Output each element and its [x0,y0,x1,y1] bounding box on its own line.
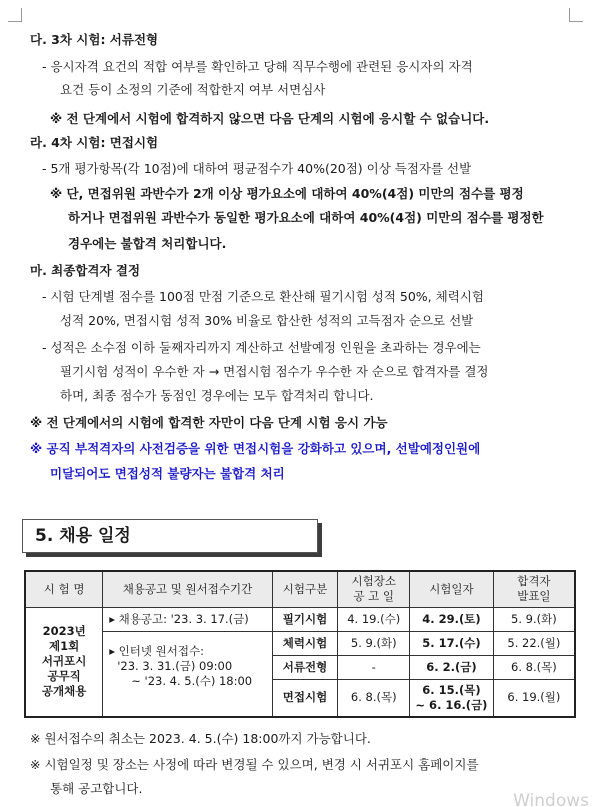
footer-note-2-line-2: 통해 공고합니다. [50,781,143,796]
section-c-bullet-1-line-2: 요건 등이 소정의 기준에 적합한지 여부 서면심사 [60,82,326,97]
row-place: 4. 19.(수) [338,607,410,631]
row-date: 6. 2.(금) [410,655,494,679]
section-e-bullet-2-line-2: 필기시험 성적이 우수한 자 → 면접시험 점수가 우수한 자 순으로 합격자를 결정 [60,364,489,379]
section-5-heading: 5. 채용 일정 [22,519,318,553]
row-result: 6. 19.(월) [493,679,575,717]
exam-name-cell: 2023년 제1회 서귀포시 공무직 공개채용 [25,607,103,717]
table-row [25,631,575,655]
row-place: - [338,655,410,679]
row-result: 6. 8.(목) [493,655,575,679]
row-result: 5. 9.(화) [493,607,575,631]
section-e-note-2-line-2: 미달되어도 면접성적 불량자는 불합격 처리 [50,466,285,481]
footer-note-2-line-1: ※ 시험일정 및 장소는 사정에 따라 변경될 수 있으며, 변경 시 서귀포시 홈페이지를 [30,757,479,772]
row-type: 체력시험 [272,631,338,655]
row-type: 면접시험 [272,679,338,717]
row-type: 필기시험 [272,607,338,631]
row-type: 서류전형 [272,655,338,679]
section-e-bullet-2-line-3: 하며, 최종 점수가 동점인 경우에는 모두 합격처리 합니다. [60,388,374,403]
section-e-note-1: ※ 전 단계에서의 시험에 합격한 자만이 다음 단계 시험 응시 가능 [30,415,388,430]
row-date: 6. 15.(목) ~ 6. 16.(금) [410,679,494,717]
notice-date-cell: ▸ 채용공고: '23. 3. 17.(금) [103,607,272,631]
section-e-bullet-2-line-1: - 성적은 소수점 이하 둘째자리까지 계산하고 선발예정 인원을 초과하는 경우에는 [42,340,481,355]
header-type: 시험구분 [272,571,338,607]
section-c-note: ※ 전 단계에서 시험에 합격하지 않으면 다음 단계의 시험에 응시할 수 없습니다. [50,111,490,126]
footer-note-1: ※ 원서접수의 취소는 2023. 4. 5.(수) 18:00까지 가능합니다. [30,731,371,746]
row-result: 5. 22.(월) [493,631,575,655]
section-c-bullet-1-line-1: - 응시자격 요건의 적합 여부를 확인하고 당해 직무수행에 관련된 응시자의 자격 [42,59,473,74]
header-result: 합격자 발표일 [493,571,575,607]
header-exam-name: 시 험 명 [25,571,103,607]
windows-watermark: Windows [513,791,589,807]
section-e-title: 마. 최종합격자 결정 [30,263,141,278]
table-row [25,607,575,631]
section-d-note-line-1: ※ 단, 면접위원 과반수가 2개 이상 평가요소에 대하여 40%(4점) 미만의 점수를 평정 [50,186,524,201]
header-place: 시험장소 공 고 일 [338,571,410,607]
header-date: 시험일자 [410,571,494,607]
page-corner-mark-right [569,8,583,22]
row-date: 4. 29.(토) [410,607,494,631]
section-d-bullet-1: - 5개 평가항목(각 10점)에 대하여 평균점수가 40%(20점) 이상 득점자를 선발 [42,161,472,176]
section-e-bullet-1-line-2: 성적 20%, 면접시험 성적 30% 비율로 합산한 성적의 고득점자 순으로 선발 [60,313,474,328]
section-e-bullet-1-line-1: - 시험 단계별 점수를 100점 만점 기준으로 환산해 필기시험 성적 50%, 체력시험 [42,289,484,304]
page-corner-mark-left [8,8,22,22]
row-date: 5. 17.(수) [410,631,494,655]
section-d-note-line-2: 하거나 면접위원 과반수가 동일한 평가요소에 대하여 40%(4점) 미만의 점수를 평정한 [68,210,544,225]
section-e-note-2-line-1: ※ 공직 부적격자의 사전검증을 위한 면접시험을 강화하고 있으며, 선발예정인원에 [30,441,481,456]
schedule-table [24,570,576,718]
section-d-title: 라. 4차 시험: 면접시험 [30,135,159,150]
schedule-table-header-row [25,571,575,607]
application-period-cell: ▸ 인터넷 원서접수: '23. 3. 31.(금) 09:00 ~ '23. 4. 5.(수) 18:00 [103,631,272,717]
row-place: 5. 9.(화) [338,631,410,655]
row-place: 6. 8.(목) [338,679,410,717]
header-period: 채용공고 및 원서접수기간 [103,571,272,607]
section-c-title: 다. 3차 시험: 서류전형 [30,32,159,47]
section-d-note-line-3: 경우에는 불합격 처리합니다. [68,236,227,251]
